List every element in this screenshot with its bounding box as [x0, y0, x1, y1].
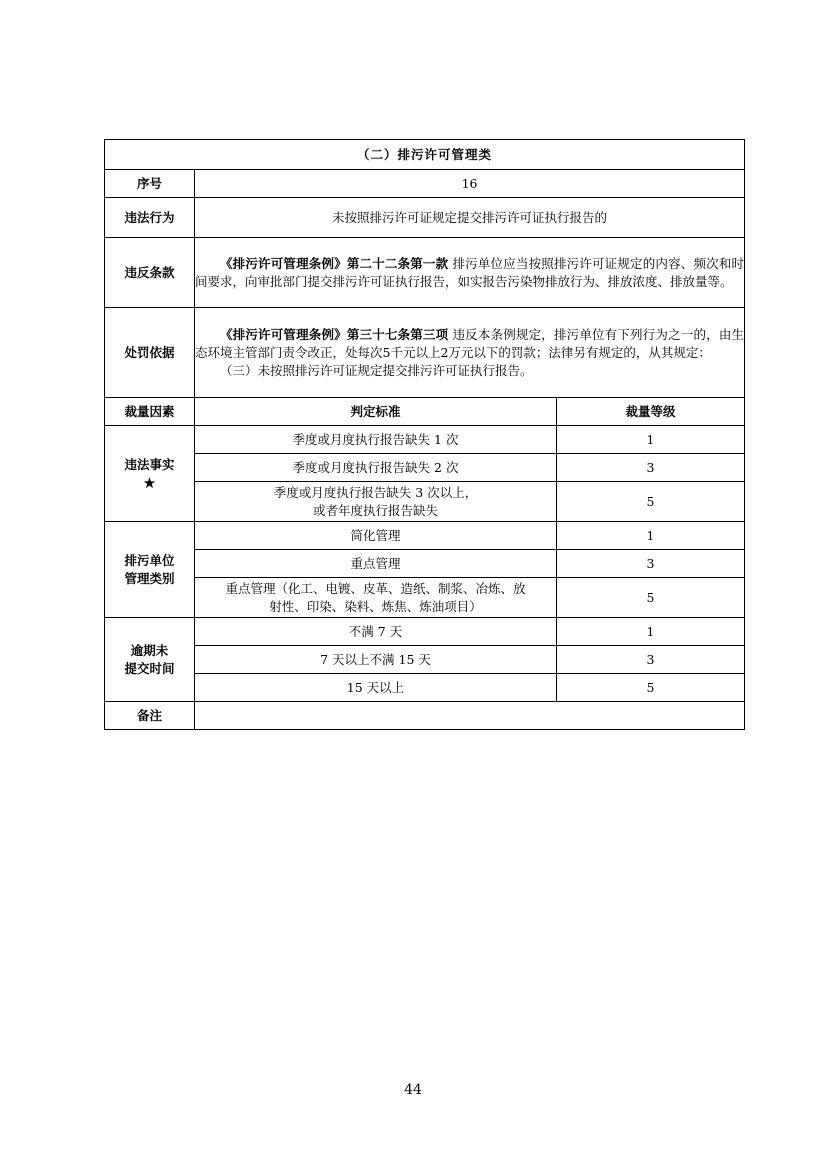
criteria-header: 判定标准: [195, 398, 557, 426]
factor-label-line: 排污单位: [124, 552, 175, 568]
table-row: [105, 578, 745, 618]
criteria-cell: [195, 578, 557, 618]
table-row: [105, 550, 745, 578]
factor-label-line: 逾期未: [130, 642, 169, 658]
criteria-cell: 15 天以上: [195, 674, 557, 702]
factor-label-line: 提交时间: [124, 660, 175, 676]
violated-law-name: 《排污许可管理条例》第二十二条第一款: [220, 255, 449, 271]
criteria-cell: 季度或月度执行报告缺失 1 次: [195, 426, 557, 454]
table-row: [105, 674, 745, 702]
criteria-cell: 不满 7 天: [195, 618, 557, 646]
factor-label-overdue: [105, 618, 195, 702]
level-cell: 5: [557, 674, 745, 702]
criteria-line: 射性、印染、染料、炼焦、炼油项目）: [269, 598, 482, 614]
serial-value: 16: [195, 170, 745, 198]
penalty-basis-text: 违反本条例规定，排污单位有下列行为之一的，由生态环境主管部门责令改正，处每次5千元以上2万元以下的罚款；法律另有规定的，从其规定：: [195, 326, 745, 360]
penalty-basis-item: （三）未按照排污许可证规定提交排污许可证执行报告。: [220, 362, 533, 378]
level-cell: 1: [557, 618, 745, 646]
penalty-discretion-table: [104, 139, 745, 730]
table-row: [105, 482, 745, 522]
factor-label-line: 违法事实: [124, 456, 175, 472]
table-row: [105, 454, 745, 482]
penalty-basis-cell: [195, 308, 745, 398]
table-title: （二）排污许可管理类: [105, 140, 745, 170]
level-cell: 3: [557, 550, 745, 578]
level-cell: 1: [557, 522, 745, 550]
table-row: [105, 426, 745, 454]
factor-label-line: 管理类别: [124, 570, 175, 586]
criteria-line: 季度或月度执行报告缺失 3 次以上，: [273, 484, 478, 500]
violated-clause-label: 违反条款: [105, 238, 195, 308]
penalty-basis-label: 处罚依据: [105, 308, 195, 398]
behavior-value: 未按照排污许可证规定提交排污许可证执行报告的: [195, 198, 745, 238]
level-header: 裁量等级: [557, 398, 745, 426]
level-cell: 5: [557, 578, 745, 618]
criteria-cell: 简化管理: [195, 522, 557, 550]
table-row: [105, 618, 745, 646]
factor-label-facts: [105, 426, 195, 522]
behavior-label: 违法行为: [105, 198, 195, 238]
star-icon: ★: [142, 473, 157, 492]
penalty-law-name: 《排污许可管理条例》第三十七条第三项: [220, 326, 449, 342]
criteria-line: 重点管理（化工、电镀、皮革、造纸、制浆、冶炼、放: [225, 580, 526, 596]
criteria-cell: [195, 482, 557, 522]
criteria-cell: 重点管理: [195, 550, 557, 578]
level-cell: 5: [557, 482, 745, 522]
level-cell: 1: [557, 426, 745, 454]
table-row: [105, 646, 745, 674]
criteria-cell: 7 天以上不满 15 天: [195, 646, 557, 674]
remarks-label: 备注: [105, 702, 195, 730]
violated-clause-cell: [195, 238, 745, 308]
table-row: [105, 522, 745, 550]
factor-header: 裁量因素: [105, 398, 195, 426]
page-number: 44: [404, 1082, 422, 1098]
criteria-cell: 季度或月度执行报告缺失 2 次: [195, 454, 557, 482]
serial-label: 序号: [105, 170, 195, 198]
level-cell: 3: [557, 646, 745, 674]
remarks-value: [195, 702, 745, 730]
factor-label-category: [105, 522, 195, 618]
criteria-line: 或者年度执行报告缺失: [312, 502, 438, 518]
level-cell: 3: [557, 454, 745, 482]
violated-clause-text: 排污单位应当按照排污许可证规定的内容、频次和时间要求，向审批部门提交排污许可证执行报告，如实报告污染物排放行为、排放浓度、排放量等。: [195, 255, 745, 289]
